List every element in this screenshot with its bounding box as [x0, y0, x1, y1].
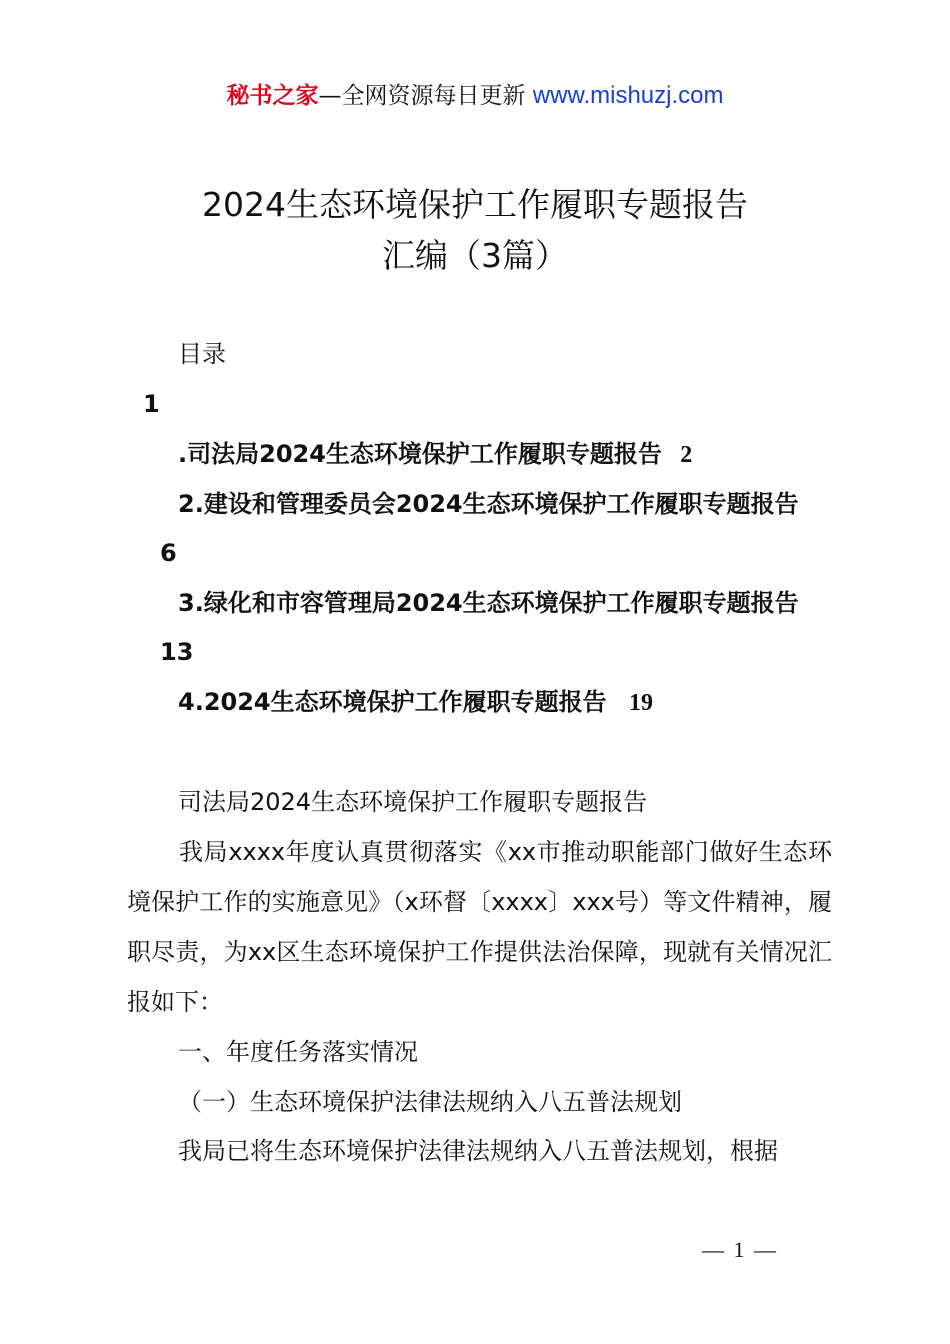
toc-item-3-page[interactable]: 13: [160, 638, 194, 666]
toc-item-2-page[interactable]: 6: [160, 539, 177, 567]
toc-item-1[interactable]: [178, 438, 692, 471]
toc-item-1-page: 2: [680, 442, 693, 468]
document-title-line2: 汇编（3篇）: [382, 236, 568, 275]
toc-item-4-text: 4.2024生态环境保护工作履职专题报告: [178, 688, 607, 716]
body-paragraph-2: 我局已将生态环境保护法律法规纳入八五普法规划，根据: [178, 1137, 778, 1165]
page-number: — 1 —: [702, 1237, 778, 1262]
toc-item-4-page: 19: [628, 690, 653, 716]
banner-brand: 秘书之家: [226, 83, 319, 109]
toc-item-3[interactable]: [178, 587, 799, 619]
body-paragraph-1: 我局xxxx年度认真贯彻落实《xx市推动职能部门做好生态环境保护工作的实施意见》（x环督〔xxxx〕xxx号）等文件精神，履职尽责，为xx区生态环境保护工作提供法治保障，现就有关情况汇报如下：: [127, 838, 832, 1016]
toc-item-2-text: 2.建设和管理委员会2024生态环境保护工作履职专题报告: [178, 490, 799, 518]
heading-1: 一、年度任务落实情况: [178, 1038, 418, 1066]
toc-heading: 目录: [178, 340, 226, 368]
toc-item-4[interactable]: [178, 686, 653, 719]
site-banner: [0, 80, 950, 112]
banner-tagline: —全网资源每日更新: [318, 83, 526, 109]
banner-url-link[interactable]: www.mishuzj.com: [532, 82, 724, 109]
section-title: 司法局2024生态环境保护工作履职专题报告: [178, 788, 648, 816]
toc-item-1-number[interactable]: 1: [143, 390, 160, 418]
toc-item-1-text: .司法局2024生态环境保护工作履职专题报告: [178, 440, 662, 468]
subheading-1: （一）生态环境保护法律法规纳入八五普法规划: [178, 1088, 682, 1116]
document-title-line1: 2024生态环境保护工作履职专题报告: [202, 185, 748, 224]
toc-item-3-text: 3.绿化和市容管理局2024生态环境保护工作履职专题报告: [178, 589, 799, 617]
toc-item-2[interactable]: [178, 488, 799, 520]
